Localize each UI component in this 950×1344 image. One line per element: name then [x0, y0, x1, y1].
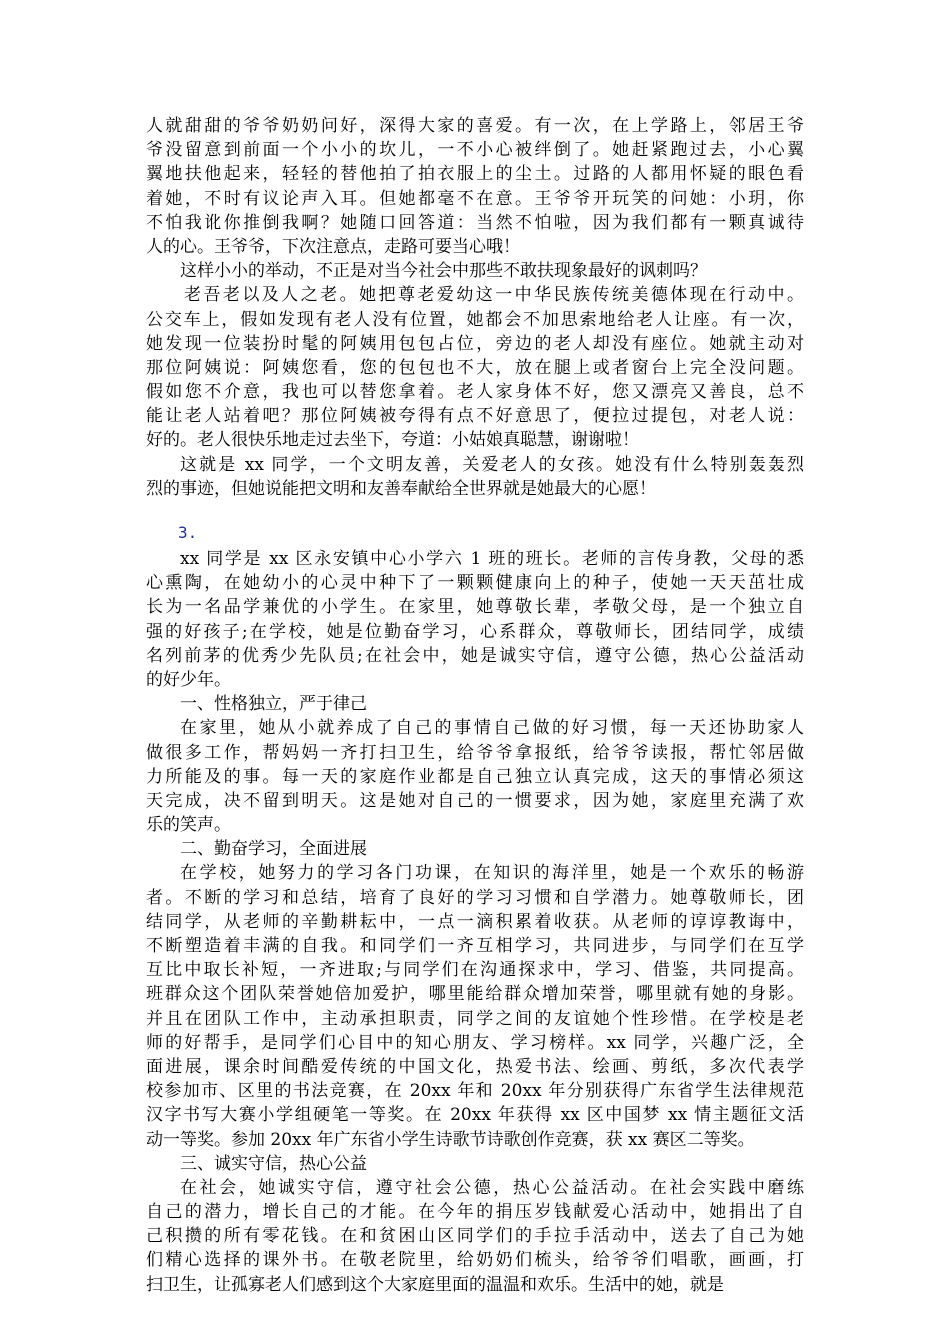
text-line: 乐的笑声。 — [146, 815, 231, 836]
text-line: 名列前茅的优秀少先队员;在社会中，她是诚实守信，遵守公德，热心公益活动 — [146, 645, 804, 666]
paragraph-gap — [146, 501, 804, 521]
text-line: 校参加市、区里的书法竞赛，在 20xx 年和 20xx 年分别获得广东省学生法律规范 — [146, 1081, 804, 1102]
essay-part-three — [146, 547, 804, 1297]
text-line: 长为一名品学兼优的小学生。在家里，她尊敬长辈，孝敬父母，是一个独立自 — [146, 597, 804, 618]
text-line: 公交车上，假如发现有老人没有位置，她都会不加思索地给老人让座。有一次， — [146, 309, 804, 330]
text-line: 并且在团队工作中，主动承担职责，同学之间的友谊她个性珍惜。在学校是老 — [146, 1008, 804, 1029]
text-line: 着她，不时有议论声入耳。但她都毫不在意。王爷爷开玩笑的问她：小玥，你 — [146, 188, 804, 209]
text-line: 一、性格独立，严于律己 — [180, 694, 367, 715]
paragraph — [146, 716, 804, 837]
text-line: 者。不断的学习和总结，培育了良好的学习习惯和自学潜力。她尊敬师长，团 — [146, 887, 804, 908]
text-line: 她发现一位装扮时髦的阿姨用包包占位，旁边的老人却没有座位。她就主动对 — [146, 333, 804, 354]
text-line: 老吾老以及人之老。她把尊老爱幼这一中华民族传统美德体现在行动中。 — [184, 285, 804, 306]
text-line: 互比中取长补短，一齐进取;与同学们在沟通探求中，学习、借鉴，共同提高。 — [146, 960, 804, 981]
text-line: 扫卫生，让孤寡老人们感到这个大家庭里面的温温和欢乐。生活中的她，就是 — [146, 1274, 724, 1295]
text-line: 做很多工作，帮妈妈一齐打扫卫生，给爷爷拿报纸，给爷爷读报，帮忙邻居做 — [146, 742, 804, 763]
text-line: 面进展，课余时间酷爱传统的中国文化，热爱书法、绘画、剪纸，多次代表学 — [146, 1056, 804, 1077]
document-page — [146, 114, 804, 1297]
text-line: 在社会，她诚实守信，遵守社会公德，热心公益活动。在社会实践中磨练 — [180, 1177, 804, 1198]
essay-part-two — [146, 114, 804, 501]
text-line: 这样小小的举动，不正是对当今社会中那些不敢扶现象最好的讽刺吗？ — [180, 261, 707, 282]
text-line: 假如您不介意，我也可以替您拿着。老人家身体不好，您又漂亮又善良，总不 — [146, 382, 804, 403]
paragraph — [146, 1152, 804, 1176]
text-line: 烈的事迹，但她说能把文明和友善奉献给全世界就是她最大的心愿！ — [146, 478, 656, 499]
text-line: 强的好孩子;在学校，她是位勤奋学习，心系群众，尊敬师长，团结同学，成绩 — [146, 621, 804, 642]
text-line: 这就是 xx 同学，一个文明友善，关爱老人的女孩。她没有什么特别轰轰烈 — [180, 454, 804, 475]
text-line: 动一等奖。参加 20xx 年广东省小学生诗歌节诗歌创作竞赛，获 xx 赛区二等奖。 — [146, 1129, 755, 1150]
paragraph — [146, 837, 804, 861]
paragraph — [146, 547, 804, 692]
text-line: 那位阿姨说：阿姨您看，您的包包也不大，放在腿上或者窗台上完全没问题。 — [146, 357, 804, 378]
paragraph — [146, 114, 804, 259]
text-line: 自己的潜力，增长自己的才能。在今年的捐压岁钱献爱心活动中，她捐出了自 — [146, 1202, 804, 1223]
text-line: 师的好帮手，是同学们心目中的知心朋友、学习榜样。xx 同学，兴趣广泛，全 — [146, 1032, 804, 1053]
text-line: 好的。老人很快乐地走过去坐下，夸道：小姑娘真聪慧，谢谢啦！ — [146, 430, 639, 451]
text-line: 班群众这个团队荣誉她倍加爱护，哪里能给群众增加荣誉，哪里就有她的身影。 — [146, 984, 804, 1005]
text-line: 天完成，决不留到明天。这是她对自己的一惯要求，因为她，家庭里充满了欢 — [146, 790, 804, 811]
text-line: 人就甜甜的爷爷奶奶问好，深得大家的喜爱。有一次，在上学路上，邻居王爷 — [146, 116, 804, 136]
paragraph — [146, 861, 804, 1151]
text-line: 的好少年。 — [146, 669, 231, 690]
text-line: 们精心选择的课外书。在敬老院里，给奶奶们梳头，给爷爷们唱歌，画画，打 — [146, 1250, 804, 1271]
text-line: 在家里，她从小就养成了自己的事情自己做的好习惯，每一天还协助家人 — [180, 718, 804, 739]
text-line: 爷没留意到前面一个小小的坎儿，一不小心被绊倒了。她赶紧跑过去，小心翼 — [146, 140, 804, 161]
paragraph — [146, 453, 804, 501]
text-line: 能让老人站着吧？那位阿姨被夸得有点不好意思了，便拉过提包，对老人说： — [146, 406, 804, 427]
text-line: 心熏陶，在她幼小的心灵中种下了一颗颗健康向上的种子，使她一天天茁壮成 — [146, 573, 804, 594]
paragraph — [146, 692, 804, 716]
text-line: 三、诚实守信，热心公益 — [180, 1153, 367, 1174]
text-line: 二、勤奋学习，全面进展 — [180, 839, 367, 860]
text-line: 翼地扶他起来，轻轻的替他拍了拍衣服上的尘土。过路的人都用怀疑的眼色看 — [146, 164, 804, 185]
paragraph — [146, 283, 804, 452]
text-line: 结同学，从老师的辛勤耕耘中，一点一滴积累着收获。从老师的谆谆教诲中， — [146, 911, 804, 932]
text-line: xx 同学是 xx 区永安镇中心小学六 1 班的班长。老师的言传身教，父母的悉 — [180, 549, 804, 569]
text-line: 不怕我讹你推倒我啊？她随口回答道：当然不怕啦，因为我们都有一颗真诚待 — [146, 212, 804, 233]
section-number: 3. — [178, 523, 198, 542]
paragraph — [146, 1176, 804, 1297]
text-line: 己积攒的所有零花钱。在和贫困山区同学们的手拉手活动中，送去了自己为她 — [146, 1226, 804, 1247]
paragraph — [146, 259, 804, 283]
text-line: 在学校，她努力的学习各门功课，在知识的海洋里，她是一个欢乐的畅游 — [180, 863, 804, 884]
text-line: 人的心。王爷爷，下次注意点，走路可要当心哦！ — [146, 236, 520, 257]
text-line: 不断塑造着丰满的自我。和同学们一齐互相学习，共同进步，与同学们在互学 — [146, 936, 804, 956]
text-line: 汉字书写大赛小学组硬笔一等奖。在 20xx 年获得 xx 区中国梦 xx 情主题征文活 — [146, 1105, 804, 1126]
text-line: 力所能及的事。每一天的家庭作业都是自己独立认真完成，这天的事情必须这 — [146, 766, 804, 787]
